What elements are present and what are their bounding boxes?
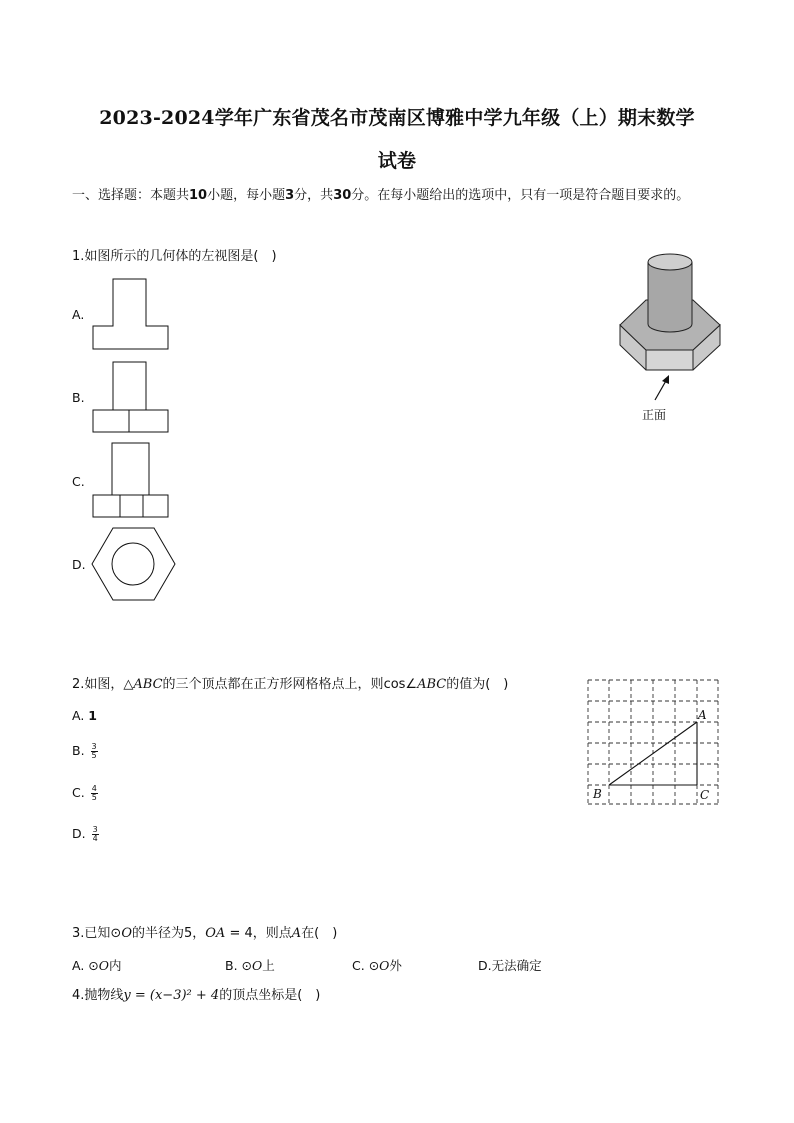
question-3-stem: 3.已知⊙O的半径为5，OA = 4，则点A在( ) xyxy=(72,926,338,941)
fraction: $\frac{3}{4}$ xyxy=(92,825,98,843)
fraction: $\frac{3}{5}$ xyxy=(91,742,97,760)
q2-option-a: A. 1 xyxy=(72,708,97,723)
q3-option-d: D.无法确定 xyxy=(478,958,542,973)
q3-option-b: B. ⊙O上 xyxy=(225,958,275,973)
q3-option-c: C. ⊙O外 xyxy=(352,958,402,973)
q2-option-b: B. $\frac{3}{5}$ xyxy=(72,742,97,760)
fraction: $\frac{4}{5}$ xyxy=(91,784,97,802)
q1-option-d-label: D. xyxy=(72,557,86,572)
q1-option-d-figure xyxy=(91,527,177,603)
q1-solid-figure xyxy=(617,252,727,412)
q2-option-c: C. $\frac{4}{5}$ xyxy=(72,784,97,802)
q1-option-c-label: C. xyxy=(72,474,85,489)
q1-front-label: 正面 xyxy=(642,408,667,422)
page-title-continued xyxy=(0,146,794,173)
section-instructions: 一、选择题：本题共10小题，每小题3分，共30分。在每小题给出的选项中，只有一项是符合题目要求的。 xyxy=(72,188,690,203)
q1-option-a-figure xyxy=(92,278,172,353)
question-4-stem: 4.抛物线y = (x−3)² + 4的顶点坐标是( ) xyxy=(72,988,321,1003)
q3-option-a: A. ⊙O内 xyxy=(72,958,122,973)
page-title xyxy=(0,103,794,130)
question-1-stem: 1.如图所示的几何体的左视图是( ) xyxy=(72,249,277,264)
title-line-1: 2023-2024学年广东省茂名市茂南区博雅中学九年级（上）期末数学 xyxy=(99,107,695,129)
q2-option-d: D. $\frac{3}{4}$ xyxy=(72,825,98,843)
title-line-2: 试卷 xyxy=(377,150,417,172)
q1-option-b-label: B. xyxy=(72,390,85,405)
q2-point-c-label: C xyxy=(700,788,710,802)
q1-option-b-figure xyxy=(92,361,172,436)
q2-point-a-label: A xyxy=(698,708,707,722)
q1-option-c-figure xyxy=(92,442,172,520)
q2-point-b-label: B xyxy=(593,787,602,801)
q1-option-a-label: A. xyxy=(72,307,85,322)
question-2-stem: 2.如图，△ABC的三个顶点都在正方形网格格点上，则cos∠ABC的值为( ) xyxy=(72,677,509,692)
